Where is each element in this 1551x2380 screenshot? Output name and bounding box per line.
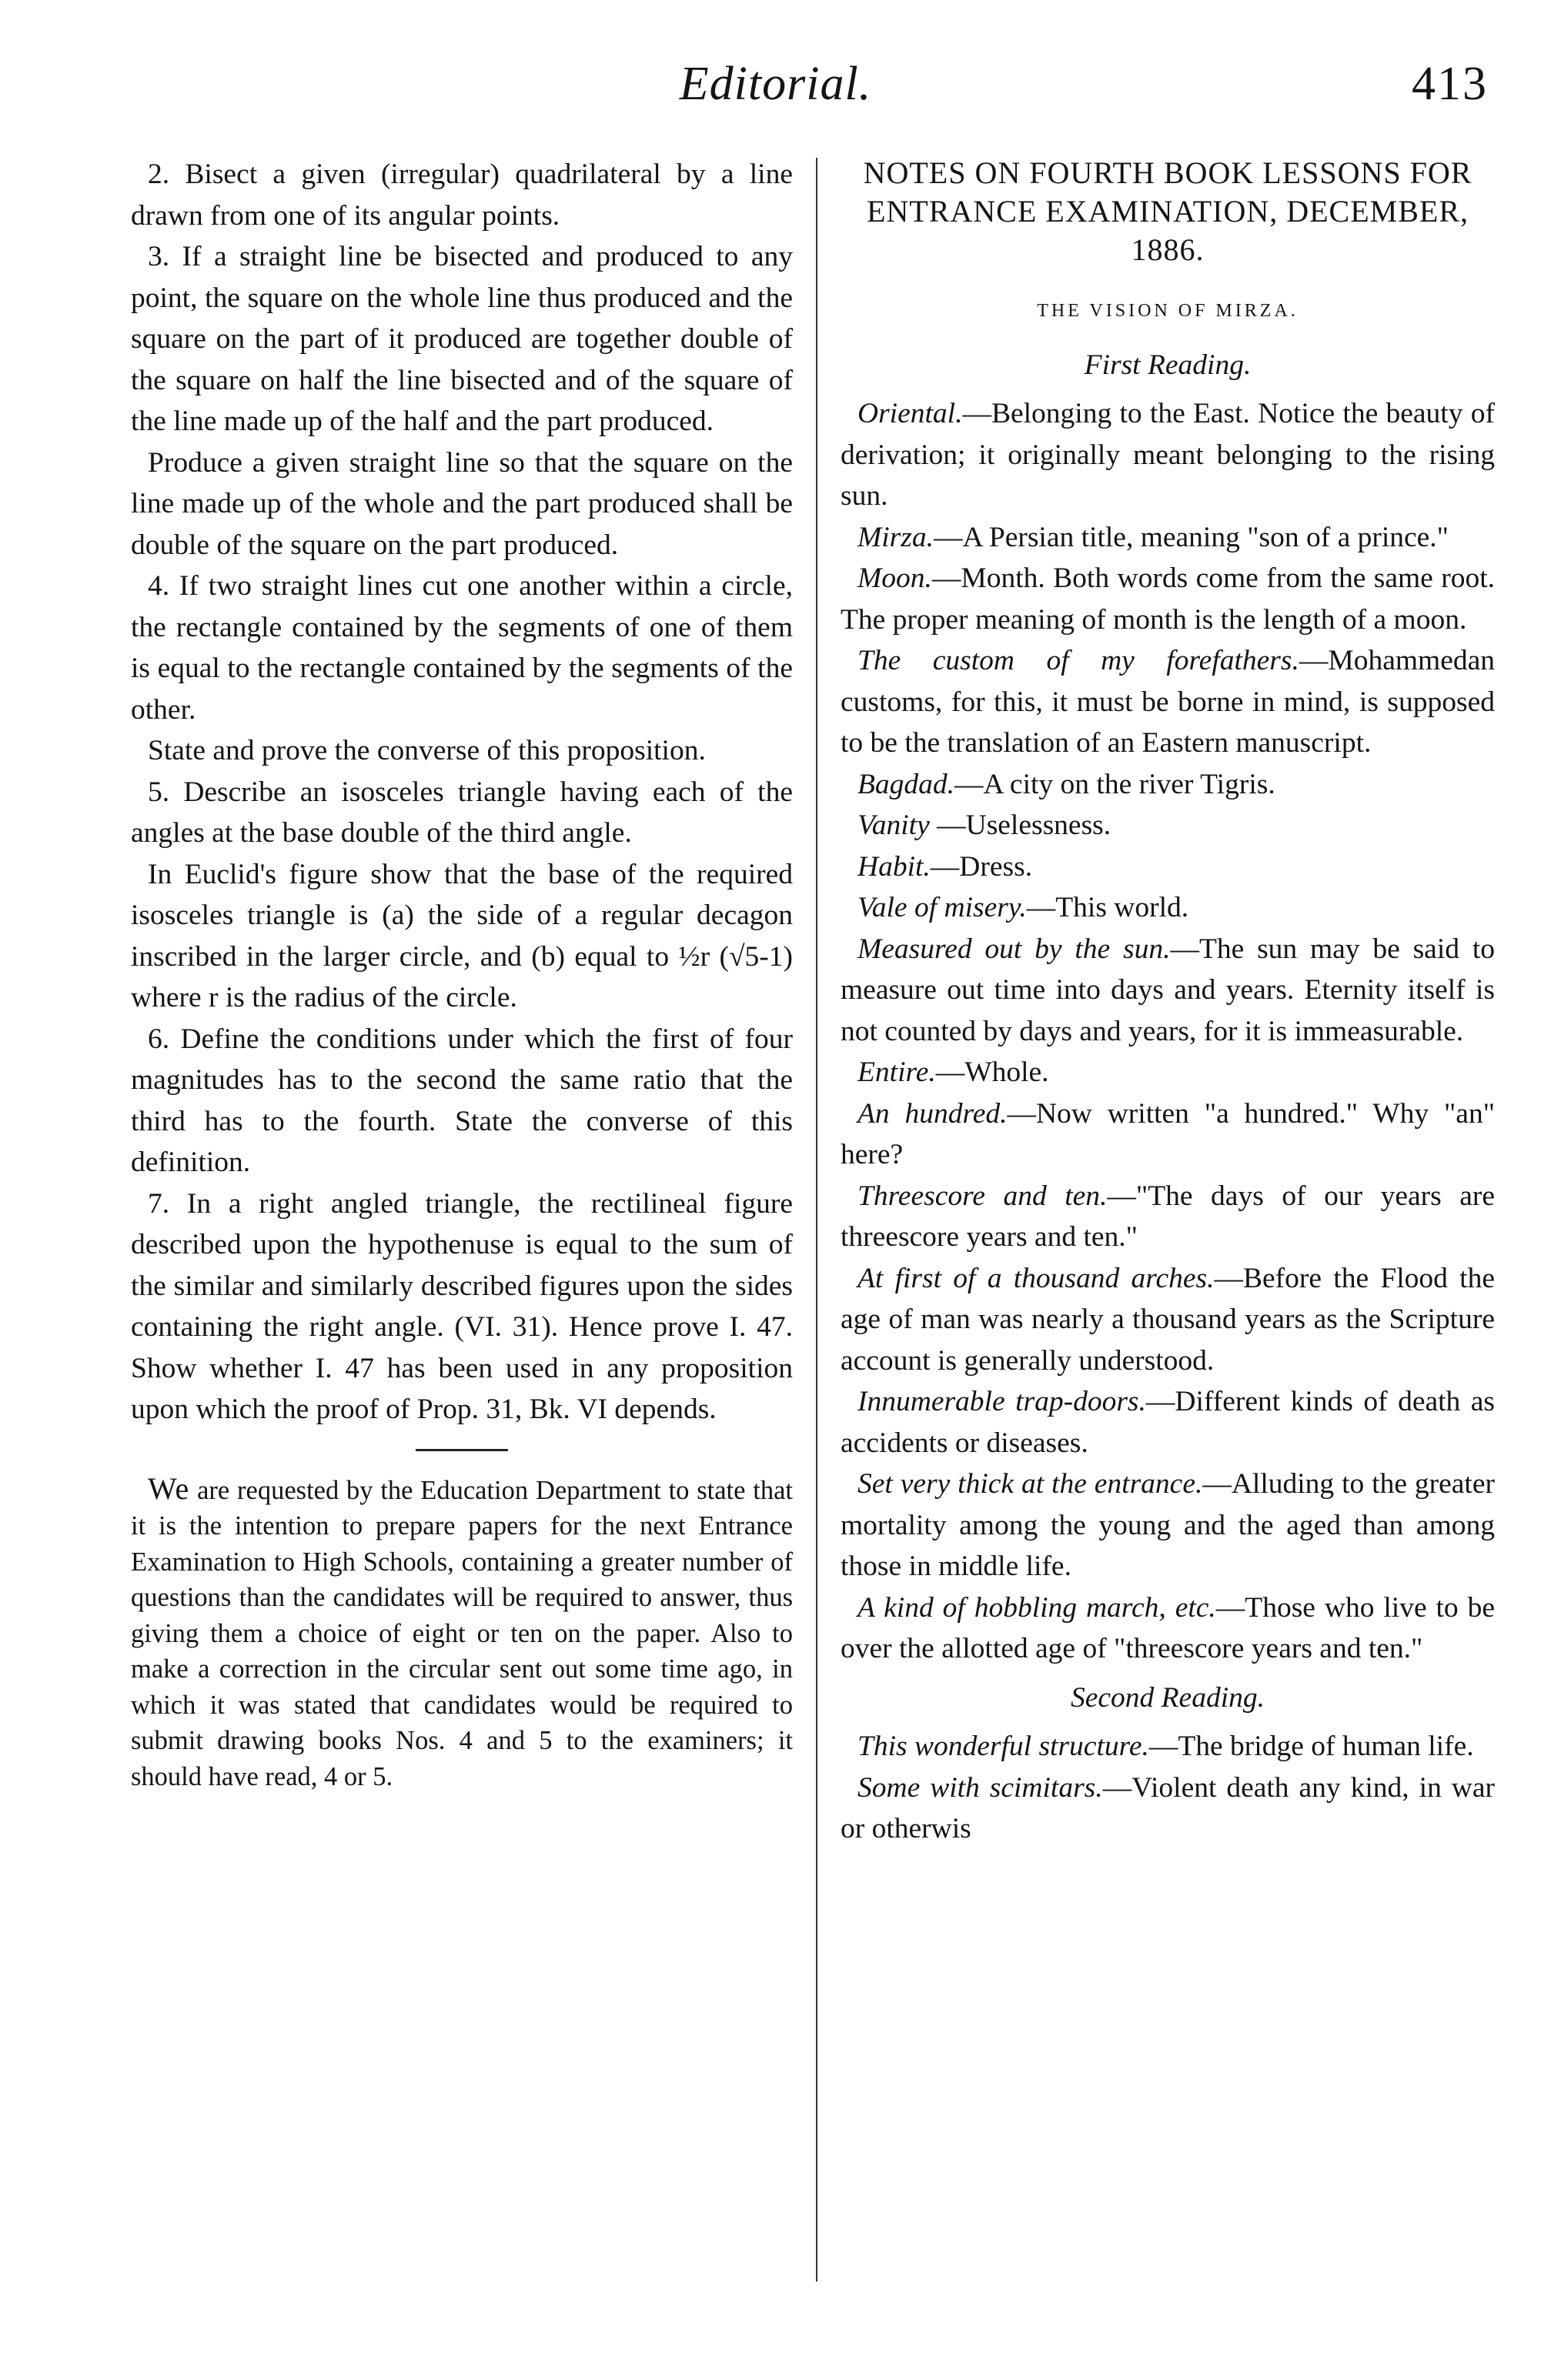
note-hobbling [841,1587,1495,1670]
notes-title: NOTES ON FOURTH BOOK LESSONS FOR ENTRANCE EXAMINATION, DECEMBER, 1886. [863,155,1472,267]
note-term: Vanity [857,809,930,841]
note-hundred [841,1093,1495,1176]
note-text: —The bridge of human life. [1148,1731,1474,1762]
note-term: Entire. [857,1056,936,1088]
note-habit [841,846,1495,888]
note-entrance [841,1464,1495,1587]
note-text: —Those who live to be over the allotted age of "threescore years and ten." [841,1591,1495,1664]
note-term: At first of a thousand arches. [857,1262,1215,1294]
note-text: —The sun may be said to measure out time into days and years. Eternity itself is not counted by days and years, for it is immeasurable. [841,933,1495,1047]
note-vale [841,887,1495,929]
question-7: 7. In a right angled triangle, the rectilineal figure described upon the hypothenuse is equal to the sum of the similar and similarly described figures upon the sides containing the right angle. (VI. 31). Hence prove I. 47. Show whether I. 47 has been used in any proposition upon which the proof of Prop. 31, Bk. VI depends. [131,1187,793,1425]
note-term: Oriental. [857,398,963,429]
note-mirza [841,517,1495,559]
page-number: 413 [1412,58,1488,110]
note-term: Bagdad. [857,768,955,800]
note-term: Vale of misery. [857,892,1027,923]
note-text: —A city on the river Tigris. [954,768,1275,800]
question-4-rider: State and prove the converse of this proposition. [148,735,706,766]
question-3-rider: Produce a given straight line so that the square on the line made up of the whole and the part produced shall be double of the square on the part produced. [131,446,793,561]
note-text: —A Persian title, meaning "son of a prince." [933,521,1449,553]
note-text: —Month. Both words come from the same root. The proper meaning of month is the length of a moon. [841,562,1495,636]
note-term: Habit. [857,850,931,883]
note-bagdad [841,764,1495,806]
question-2: 2. Bisect a given (irregular) quadrilateral by a line drawn from one of its angular points. [131,159,793,232]
column-divider [816,158,817,2282]
question-3: 3. If a straight line be bisected and produced to any point, the square on the whole line thus produced and the square on the part of it produced are together double of the square on half the line bisected and of the square of the line made up of the half and the part produced. [131,241,793,437]
lesson-title: THE VISION OF MIRZA. [1037,301,1299,321]
note-structure [841,1726,1495,1767]
note-text: —"The days of our years are threescore years and ten." [841,1180,1496,1253]
note-text: —Now written "a hundred." Why "an" here? [841,1097,1495,1170]
note-term: An hundred. [857,1097,1008,1130]
first-reading-heading: First Reading. [1084,349,1252,381]
note-term: Some with scimitars. [857,1771,1103,1804]
note-term: Set very thick at the entrance. [857,1468,1203,1500]
note-text: —Whole. [935,1056,1049,1088]
note-measured [841,929,1495,1053]
note-scimitars [841,1767,1495,1850]
note-text: —Mohammedan customs, for this, it must be borne in mind, is supposed to be the translation of an Eastern manuscript. [841,645,1495,759]
note-trap-doors [841,1381,1495,1464]
question-5: 5. Describe an isosceles triangle having each of the angles at the base double of the third angle. [131,776,793,849]
note-entire [841,1052,1495,1093]
note-text: —Violent death any kind, in war or otherwis [841,1771,1495,1844]
note-term: This wonderful structure. [857,1731,1149,1762]
notice-lead: We [148,1470,190,1506]
note-term: Measured out by the sun. [857,933,1171,965]
note-term: Threescore and ten. [857,1180,1108,1212]
note-term: Innumerable trap-doors. [857,1386,1146,1417]
note-text: —Belonging to the East. Notice the beauty of derivation; it originally meant belonging to the rising sun. [841,398,1495,512]
note-term: Moon. [857,562,932,594]
note-text: —Uselessness. [929,809,1111,841]
note-text: —Dress. [930,850,1033,883]
section-rule [416,1449,508,1451]
note-text: —Alluding to the greater mortality among the young and the aged than among those in middle life. [841,1468,1495,1582]
note-text: —Before the Flood the age of man was nearly a thousand years as the Scripture account is generally understood. [841,1262,1495,1377]
note-vanity [841,805,1495,846]
question-6: 6. Define the conditions under which the first of four magnitudes has to the second the same ratio that the third has to the fourth. State the converse of this definition. [131,1023,793,1178]
note-custom [841,640,1495,764]
running-head [0,46,1551,115]
education-department-notice [131,1471,793,1795]
question-5-rider: In Euclid's figure show that the base of the required isosceles triangle is (a) the side of a regular decagon inscribed in the larger circle, and (b) equal to ½r (√5-1) where r is the radius of the circle. [131,858,793,1013]
note-thousand-arches [841,1258,1495,1382]
question-4: 4. If two straight lines cut one another within a circle, the rectangle contained by the segments of one of them is equal to the rectangle contained by the segments of the other. [131,570,793,726]
notice-text: are requested by the Education Department to state that it is the intention to prepare papers for the next Entrance Examination to High Schools, containing a greater number of questions than the candidates will be required to answer, thus giving them a choice of eight or ten on the paper. Also to make a correction in the circular sent out some time ago, in which it was stated that candidates would be required to submit drawing books Nos. 4 and 5 to the examiners; it should have read, 4 or 5. [131,1475,793,1791]
note-text: —Different kinds of death as accidents or diseases. [841,1386,1495,1459]
left-column [131,154,793,1794]
second-reading-heading: Second Reading. [1070,1681,1265,1714]
right-column [841,154,1495,1850]
note-term: Mirza. [857,521,934,553]
note-term: A kind of hobbling march, etc. [857,1591,1216,1624]
note-threescore [841,1176,1495,1258]
note-oriental [841,393,1495,517]
note-text: —This world. [1026,892,1189,923]
note-moon [841,558,1495,640]
note-term: The custom of my forefathers. [857,645,1299,676]
running-title: Editorial. [679,58,872,110]
